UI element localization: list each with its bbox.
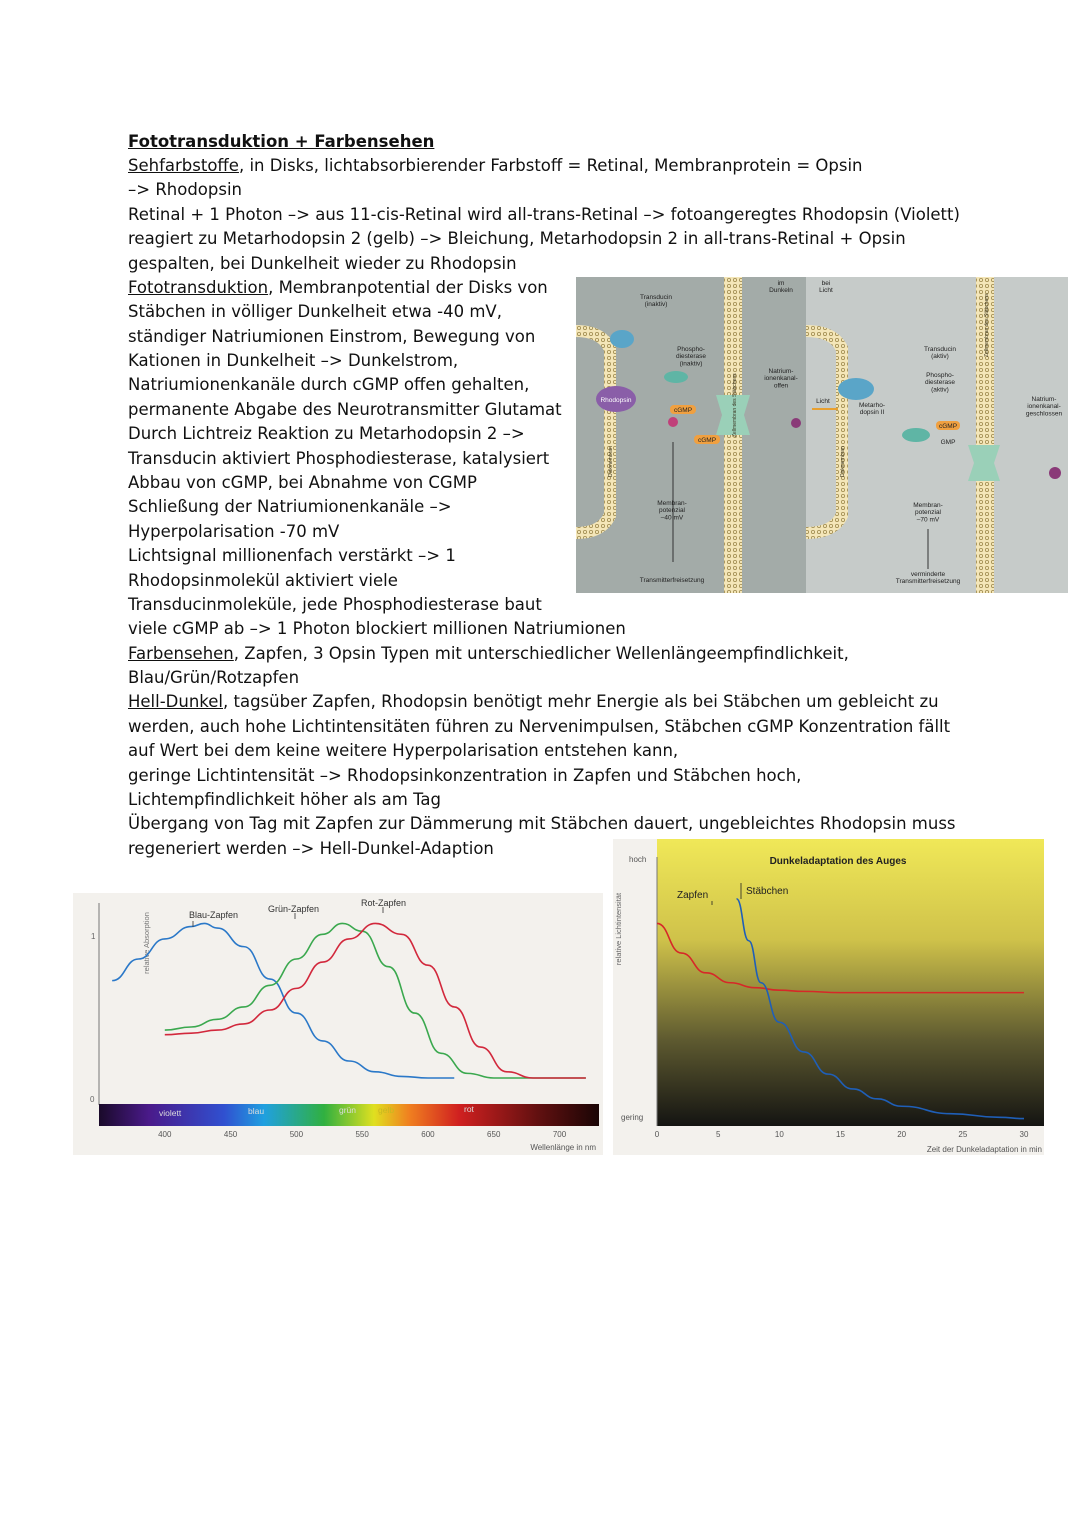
label-pde-active: Phospho-diesterase (aktiv) [925, 372, 955, 394]
x-tick-label-550: 550 [355, 1130, 369, 1139]
text-line: Rhodopsinmolekül aktiviert viele [128, 571, 398, 590]
dark-adaptation-chart [613, 839, 1044, 1155]
y-axis-label: relative Lichtintensität [614, 892, 623, 966]
text-line: reagiert zu Metarhodopsin 2 (gelb) –> Bleichung, Metarhodopsin 2 in all-trans-Retinal + Opsin [128, 229, 906, 248]
pde-protein-dark [664, 371, 688, 383]
y-label-gering: gering [621, 1113, 644, 1122]
label-disk-membrane-dark: Diskmembran [608, 446, 614, 477]
term-sehfarbstoffe: Sehfarbstoffe [128, 156, 239, 175]
text-line: Abbau von cGMP, bei Abnahme von CGMP [128, 473, 477, 492]
label-licht: Licht [816, 398, 830, 405]
pde-protein-light [902, 428, 930, 442]
legend-gruen-zapfen: Grün-Zapfen [268, 904, 320, 914]
x-tick-label-500: 500 [289, 1130, 304, 1139]
spectrum-label-rot: rot [464, 1104, 474, 1114]
label-release-dark: Transmitterfreisetzung [639, 577, 705, 584]
paragraph-sehfarbstoffe [128, 154, 863, 178]
text-line: , Membranpotential der Disks von [268, 278, 548, 297]
term-farbensehen: Farbensehen [128, 644, 234, 663]
legend-blau-zapfen: Blau-Zapfen [189, 910, 239, 920]
x-tick-label-700: 700 [552, 1130, 567, 1139]
label-transducin-inactive: Transducin (inaktiv) [640, 294, 672, 309]
transducin-protein-dark [610, 330, 634, 348]
cgmp-molecule [668, 417, 678, 427]
x-tick-label-10: 10 [774, 1130, 784, 1139]
label-disk-membrane-light: Diskmembran [840, 446, 846, 477]
y-axis-label: relative Absorption [142, 912, 151, 974]
text-line: Durch Lichtreiz Reaktion zu Metarhodopsin 2 –> [128, 424, 525, 443]
label-cgmp-2: cGMP [697, 437, 717, 444]
x-tick-label-450: 450 [223, 1130, 238, 1139]
text-line: Retinal + 1 Photon –> aus 11-cis-Retinal wird all-trans-Retinal –> fotoangeregtes Rhodopsin (Violett) [128, 205, 960, 224]
label-gmp: GMP [940, 439, 956, 446]
label-rhodopsin: Rhodopsin [600, 397, 632, 404]
header-light: bei Licht [819, 280, 833, 295]
x-axis-label: Wellenlänge in nm [530, 1143, 596, 1152]
term-fototransduktion: Fototransduktion [128, 278, 269, 297]
label-release-light: verminderte Transmitterfreisetzung [895, 571, 961, 586]
chart-title: Dunkeladaptation des Auges [769, 856, 907, 867]
paragraph-hell-dunkel [128, 690, 939, 714]
x-tick-label-15: 15 [836, 1130, 845, 1139]
label-pde-inactive: Phospho-diesterase (inaktiv) [676, 346, 706, 368]
metarhodopsin-protein [838, 378, 874, 400]
label-cell-membrane-dark: Zellmembran des Stäbchens [732, 373, 738, 437]
spectrum-label-blau: blau [248, 1106, 265, 1116]
y-label-hoch: hoch [629, 855, 647, 864]
spectrum-label-gelb: gelb [378, 1105, 395, 1115]
sodium-ion-dark [791, 418, 801, 428]
text-line: , tagsüber Zapfen, Rhodopsin benötigt mehr Energie als bei Stäbchen um gebleicht zu [223, 692, 939, 711]
text-line: Transducin aktiviert Phosphodiesterase, katalysiert [128, 449, 550, 468]
text-line: Stäbchen in völliger Dunkelheit etwa -40 mV, [128, 302, 502, 321]
x-tick-label-20: 20 [897, 1130, 907, 1139]
text-line: Lichtsignal millionenfach verstärkt –> 1 [128, 546, 456, 565]
header-dark: im Dunkeln [769, 280, 793, 295]
x-tick-label-600: 600 [421, 1130, 435, 1139]
x-tick-label-30: 30 [1019, 1130, 1029, 1139]
text-line: geringe Lichtintensität –> Rhodopsinkonzentration in Zapfen und Stäbchen hoch, [128, 766, 802, 785]
page-title: Fototransduktion + Farbensehen [128, 132, 435, 151]
label-metarhodopsin: Metarho-dopsin II [858, 402, 886, 417]
label-cell-membrane-light: Zellmembran des Stäbchens [984, 293, 990, 357]
sodium-ion-light [1049, 467, 1061, 479]
text-line: Übergang von Tag mit Zapfen zur Dämmerung mit Stäbchen dauert, ungebleichtes Rhodopsin muss [128, 814, 956, 833]
text-line: Schließung der Natriumionenkanäle –> [128, 497, 452, 516]
label-membrane-light: Membran-potenzial –70 mV [913, 502, 943, 524]
text-line: werden, auch hohe Lichtintensitäten führen zu Nervenimpulsen, Stäbchen cGMP Konzentration fällt [128, 717, 951, 736]
text-line: Kationen in Dunkelheit –> Dunkelstrom, [128, 351, 459, 370]
absorption-spectrum-chart [73, 893, 603, 1155]
x-tick-label-650: 650 [487, 1130, 501, 1139]
legend-zapfen: Zapfen [677, 890, 709, 901]
legend-staebchen: Stäbchen [746, 886, 789, 897]
text-line: auf Wert bei dem keine weitere Hyperpolarisation entstehen kann, [128, 741, 679, 760]
paragraph-farbensehen [128, 642, 849, 666]
text-line: Natriumionenkanäle durch cGMP offen gehalten, [128, 375, 530, 394]
paragraph-fototransduktion [128, 276, 548, 300]
spectrum-label-gruen: grün [339, 1105, 357, 1115]
text-line: Blau/Grün/Rotzapfen [128, 668, 300, 687]
x-tick-label-25: 25 [958, 1130, 968, 1139]
text-line: –> Rhodopsin [128, 180, 243, 199]
label-cgmp-3: cGMP [938, 423, 958, 430]
text-line: Hyperpolarisation -70 mV [128, 522, 340, 541]
text-line: regeneriert werden –> Hell-Dunkel-Adaption [128, 839, 494, 858]
text-line: gespalten, bei Dunkelheit wieder zu Rhodopsin [128, 254, 517, 273]
text-line: ständiger Natriumionen Einstrom, Bewegung von [128, 327, 536, 346]
label-channel-open: Natrium-ionenkanal-offen [764, 368, 798, 390]
text-line: Lichtempfindlichkeit höher als am Tag [128, 790, 442, 809]
spectrum-label-violett: violett [159, 1108, 182, 1118]
x-tick-label-400: 400 [158, 1130, 172, 1139]
text-line: permanente Abgabe des Neurotransmitter Glutamat [128, 400, 562, 419]
y-tick-1: 1 [91, 932, 96, 941]
y-tick-0: 0 [90, 1095, 95, 1104]
label-channel-closed: Natrium-ionenkanal-geschlossen [1025, 396, 1063, 418]
label-membrane-dark: Membran-potenzial –40 mV [657, 500, 687, 522]
label-transducin-active: Transducin (aktiv) [924, 346, 956, 361]
legend-rot-zapfen: Rot-Zapfen [361, 898, 407, 908]
plot-gradient [657, 839, 1044, 1126]
x-tick-label-0: 0 [654, 1130, 660, 1139]
text-line: viele cGMP ab –> 1 Photon blockiert millionen Natriumionen [128, 619, 626, 638]
text-line: , in Disks, lichtabsorbierender Farbstoff = Retinal, Membranprotein = Opsin [238, 156, 863, 175]
text-line: Transducinmoleküle, jede Phosphodiesterase baut [128, 595, 542, 614]
phototransduction-diagram [576, 277, 1068, 593]
x-axis-label: Zeit der Dunkeladaptation in min [926, 1145, 1042, 1154]
x-tick-label-5: 5 [715, 1130, 721, 1139]
text-line: , Zapfen, 3 Opsin Typen mit unterschiedlicher Wellenlängeempfindlichkeit, [233, 644, 849, 663]
term-hell-dunkel: Hell-Dunkel [128, 692, 224, 711]
label-cgmp-1: cGMP [673, 407, 693, 414]
